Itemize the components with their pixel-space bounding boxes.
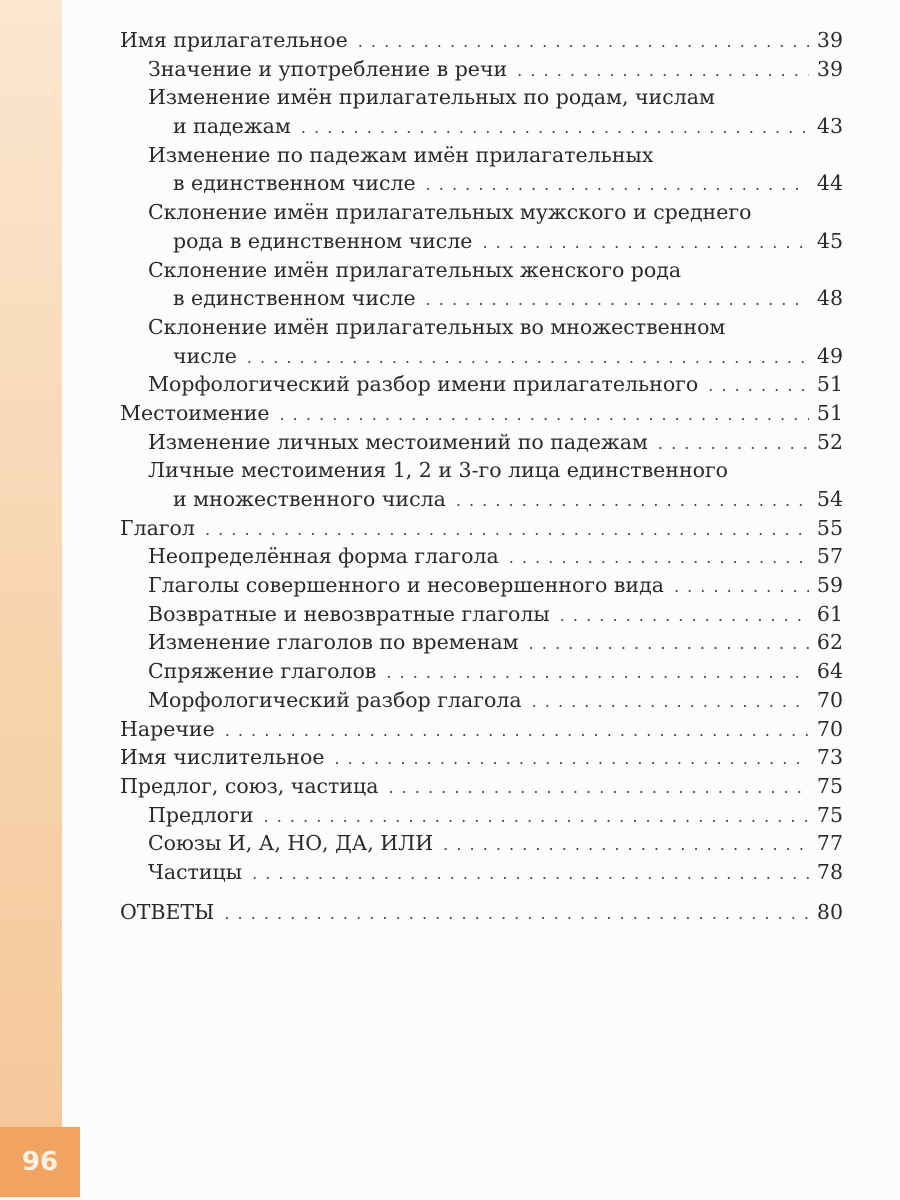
toc-entry-title: Склонение имён прилагательных во множественном <box>148 314 726 339</box>
dot-leader <box>301 114 809 143</box>
toc-entry <box>0 715 900 744</box>
toc-entry-title: Спряжение глаголов <box>148 659 377 684</box>
toc-entry-title: числе <box>173 343 237 368</box>
page-number-box <box>0 1127 80 1197</box>
table-of-contents <box>0 26 900 926</box>
toc-entry-page: 57 <box>816 544 843 569</box>
toc-entry-title: и множественного числа <box>173 487 446 511</box>
dot-leader <box>334 745 809 774</box>
toc-entry-page: 77 <box>816 831 843 856</box>
dot-leader <box>280 401 810 430</box>
toc-entry-title: Морфологический разбор имени прилагательного <box>148 372 699 397</box>
toc-entry-page: 59 <box>816 573 843 598</box>
toc-entry <box>0 456 900 485</box>
toc-entry-page: 70 <box>816 687 843 712</box>
dot-leader <box>708 372 809 401</box>
toc-entry-title: Склонение имён прилагательных женского рода <box>148 257 682 282</box>
toc-entry-title: в единственном числе <box>173 171 416 196</box>
toc-entry <box>0 657 900 686</box>
toc-entry <box>0 284 900 313</box>
dot-leader <box>509 544 809 573</box>
toc-entry-page: 75 <box>816 802 843 827</box>
toc-entry-page: 43 <box>816 114 843 139</box>
dot-leader <box>529 630 809 659</box>
dot-leader <box>205 516 809 545</box>
toc-entry <box>0 428 900 457</box>
toc-entry <box>0 628 900 657</box>
toc-entry-page: 75 <box>816 773 843 798</box>
toc-entry-page: 44 <box>816 171 843 196</box>
toc-entry-title: Имя прилагательное <box>120 28 348 52</box>
dot-leader <box>532 688 809 717</box>
dot-leader <box>517 57 809 86</box>
toc-entry-title: Изменение имён прилагательных по родам, числам <box>148 85 715 110</box>
toc-entry-page: 64 <box>816 659 843 684</box>
toc-entry <box>0 571 900 600</box>
dot-leader <box>264 803 809 832</box>
toc-entry-title: ОТВЕТЫ <box>120 899 215 924</box>
toc-entry <box>0 801 900 830</box>
dot-leader <box>426 286 809 315</box>
toc-entry-title: Частицы <box>148 859 243 884</box>
toc-entry-page: 62 <box>816 630 843 655</box>
toc-entry <box>0 743 900 772</box>
dot-leader <box>426 171 809 200</box>
toc-entry <box>0 542 900 571</box>
toc-entry-title: Значение и употребление в речи <box>148 56 508 81</box>
toc-entry-title: Изменение по падежам имён прилагательных <box>148 142 654 167</box>
toc-entry <box>0 227 900 256</box>
toc-entry-page: 70 <box>816 716 843 741</box>
toc-entry <box>0 485 900 514</box>
dot-leader <box>252 860 809 889</box>
dot-leader <box>388 774 809 803</box>
toc-entry <box>0 112 900 141</box>
dot-leader <box>443 831 809 860</box>
toc-entry-title: и падежам <box>173 114 291 139</box>
toc-entry-page: 55 <box>816 515 843 540</box>
toc-entry <box>0 141 900 170</box>
toc-entry-title: Морфологический разбор глагола <box>148 687 522 712</box>
toc-entry-page: 45 <box>816 228 843 253</box>
dot-leader <box>482 229 809 258</box>
toc-entry-title: Союзы И, А, НО, ДА, ИЛИ <box>148 831 434 856</box>
toc-entry <box>0 686 900 715</box>
dot-leader <box>358 28 809 57</box>
toc-entry <box>0 256 900 285</box>
toc-entry <box>0 55 900 84</box>
toc-entry <box>0 858 900 887</box>
dot-leader <box>674 573 809 602</box>
toc-entry <box>0 600 900 629</box>
toc-entry-title: Изменение личных местоимений по падежам <box>148 429 648 454</box>
toc-entry-title: Изменение глаголов по временам <box>148 630 519 655</box>
toc-entry-title: рода в единственном числе <box>173 228 473 253</box>
toc-entry-page: 51 <box>816 372 843 397</box>
toc-entry-page: 52 <box>816 429 843 454</box>
toc-entry-title: Неопределённая форма глагола <box>148 544 499 569</box>
toc-entry <box>0 829 900 858</box>
page-number: 96 <box>21 1147 59 1177</box>
toc-entry-title: Возвратные и невозвратные глаголы <box>148 601 550 626</box>
toc-entry-page: 54 <box>816 487 843 511</box>
toc-entry-page: 80 <box>816 899 843 924</box>
toc-entry-page: 61 <box>816 601 843 626</box>
toc-entry-title: Глагол <box>120 515 195 540</box>
dot-leader <box>560 602 809 631</box>
toc-entry-page: 51 <box>816 400 843 425</box>
toc-entry <box>0 313 900 342</box>
toc-entry <box>0 26 900 55</box>
dot-leader <box>658 430 809 459</box>
toc-entry-page: 39 <box>816 28 843 52</box>
toc-entry-title: в единственном числе <box>173 286 416 311</box>
toc-entry <box>0 399 900 428</box>
dot-leader <box>456 487 809 516</box>
toc-entry <box>0 198 900 227</box>
dot-leader <box>224 900 809 929</box>
toc-entry <box>0 370 900 399</box>
toc-entry-page: 49 <box>816 343 843 368</box>
toc-entry <box>0 169 900 198</box>
toc-entry-title: Наречие <box>120 716 215 741</box>
toc-entry-title: Склонение имён прилагательных мужского и среднего <box>148 200 752 225</box>
toc-entry <box>0 83 900 112</box>
toc-entry <box>0 514 900 543</box>
toc-entry-page: 39 <box>816 56 843 81</box>
toc-entry-page: 48 <box>816 286 843 311</box>
toc-entry-title: Личные местоимения 1, 2 и 3-го лица единственного <box>148 458 729 483</box>
toc-entry <box>0 898 900 927</box>
toc-entry-title: Имя числительное <box>120 745 325 770</box>
toc-entry-page: 78 <box>816 859 843 884</box>
toc-entry-title: Глаголы совершенного и несовершенного вида <box>148 573 664 598</box>
toc-entry-title: Предлог, союз, частица <box>120 773 379 798</box>
dot-leader <box>386 659 809 688</box>
toc-entry-title: Предлоги <box>148 802 254 827</box>
toc-entry <box>0 342 900 371</box>
toc-entry <box>0 772 900 801</box>
toc-entry-title: Местоимение <box>120 400 270 425</box>
dot-leader <box>247 344 809 373</box>
toc-entry-page: 73 <box>816 745 843 770</box>
dot-leader <box>225 717 809 746</box>
